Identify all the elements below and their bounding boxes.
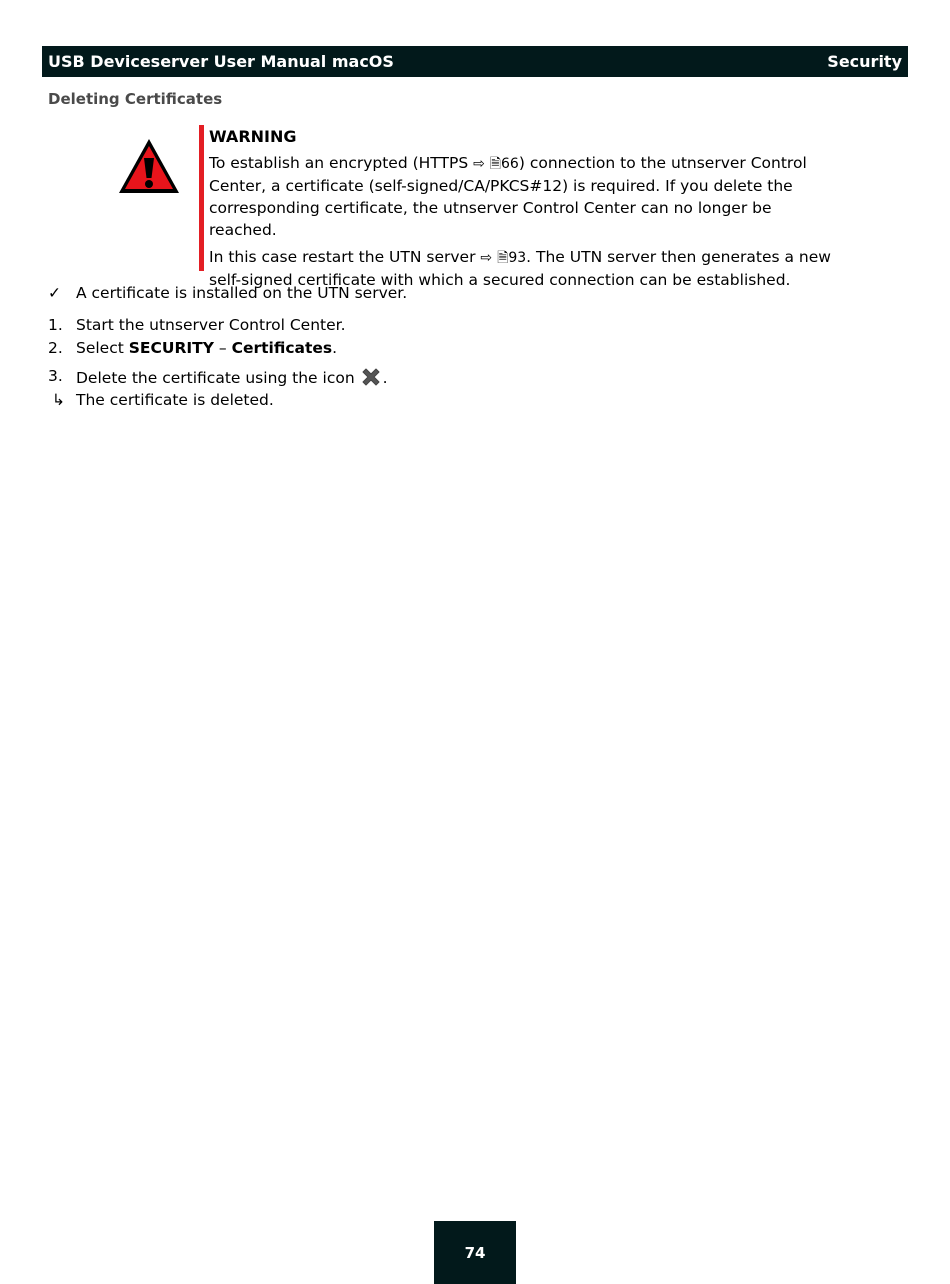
- step-text-part: Delete the certificate using the icon: [76, 369, 355, 387]
- precondition-text: A certificate is installed on the UTN server.: [76, 284, 408, 302]
- result-arrow-icon: ↳: [52, 391, 65, 409]
- step-number: 3.: [48, 367, 63, 385]
- reference-arrow-icon: ⇨: [480, 250, 493, 266]
- warning-text: ) connection to the utnserver Control Center, a certificate (self-signed/CA/PKCS#12) is required. If you delete the corresponding certificate, the utnserver Control Center can no longer be reached.: [209, 154, 807, 239]
- step-text-part: Select: [76, 339, 129, 357]
- warning-triangle-icon: [116, 136, 182, 196]
- menu-certificates: Certificates: [231, 339, 333, 357]
- checkmark-icon: ✓: [48, 284, 61, 302]
- step-number: 2.: [48, 339, 63, 357]
- step-number: 1.: [48, 316, 63, 334]
- warning-text: In this case restart the UTN server: [209, 248, 481, 266]
- step-text: Start the utnserver Control Center.: [76, 316, 346, 334]
- page-reference[interactable]: 🗎66: [489, 156, 519, 172]
- warning-bar: [199, 125, 204, 271]
- warning-paragraph-1: [209, 152, 844, 241]
- result-text: The certificate is deleted.: [76, 391, 274, 409]
- page-header: [42, 46, 908, 77]
- delete-x-icon: [359, 365, 383, 389]
- step-text: [76, 337, 337, 359]
- warning-label: WARNING: [209, 127, 297, 146]
- page-number: 74: [434, 1221, 516, 1284]
- reference-arrow-icon: ⇨: [473, 156, 485, 172]
- warning-text: . The UTN server then generates a new self-signed certificate with which a secured connection can be established.: [209, 248, 831, 289]
- step-text-part: .: [382, 369, 388, 387]
- page-reference[interactable]: 🗎93: [497, 250, 527, 266]
- warning-box: [209, 126, 844, 296]
- menu-security: SECURITY: [128, 339, 214, 357]
- step-text-part: –: [213, 339, 232, 357]
- step-text-part: .: [332, 339, 338, 357]
- section-name: Security: [827, 52, 902, 71]
- manual-title: USB Deviceserver User Manual macOS: [48, 52, 394, 71]
- step-text: [76, 365, 388, 389]
- warning-text: To establish an encrypted (HTTPS: [209, 154, 474, 172]
- section-heading: Deleting Certificates: [48, 90, 223, 108]
